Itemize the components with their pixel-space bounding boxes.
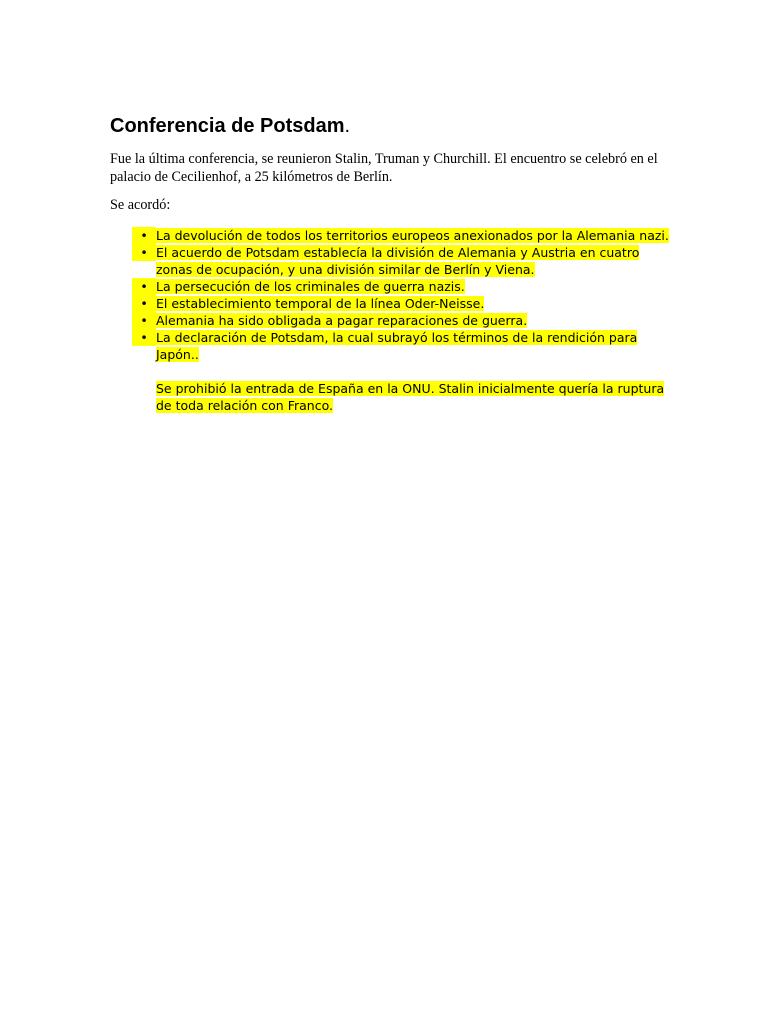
bullet-icon: • — [132, 312, 156, 329]
list-item — [110, 227, 670, 244]
title-punct: . — [344, 115, 351, 137]
note-paragraph — [156, 380, 670, 414]
bullet-icon: • — [132, 244, 156, 261]
list-item-text: La devolución de todos los territorios europeos anexionados por la Alemania nazi. — [156, 228, 669, 243]
bullet-icon: • — [132, 295, 156, 312]
bullet-icon: • — [132, 329, 156, 346]
list-item-text: La persecución de los criminales de guerra nazis. — [156, 279, 465, 294]
document-page — [110, 112, 670, 414]
list-item — [110, 295, 670, 312]
list-item-text: El establecimiento temporal de la línea Oder-Neisse. — [156, 296, 485, 311]
page-title — [110, 112, 670, 140]
list-item — [110, 244, 670, 278]
title-text: Conferencia de Potsdam — [110, 115, 345, 137]
bullet-icon: • — [132, 278, 156, 295]
list-item — [110, 329, 670, 363]
note-text: Se prohibió la entrada de España en la ONU. Stalin inicialmente quería la ruptura de toda relación con Franco. — [156, 381, 665, 413]
list-item — [110, 278, 670, 295]
list-item-text: La declaración de Potsdam, la cual subrayó los términos de la rendición para Japón.. — [156, 330, 638, 362]
list-item-text: Alemania ha sido obligada a pagar reparaciones de guerra. — [156, 313, 528, 328]
bullet-icon: • — [132, 227, 156, 244]
list-item-text: El acuerdo de Potsdam establecía la división de Alemania y Austria en cuatro zonas de ocupación, y una división similar de Berlín y Viena. — [156, 245, 640, 277]
list-item — [110, 312, 670, 329]
intro-paragraph: Fue la última conferencia, se reunieron Stalin, Truman y Churchill. El encuentro se celebró en el palacio de Cecilienhof, a 25 kilómetros de Berlín. — [110, 151, 658, 185]
agreements-list — [110, 227, 670, 363]
agreed-label: Se acordó: — [110, 197, 171, 213]
